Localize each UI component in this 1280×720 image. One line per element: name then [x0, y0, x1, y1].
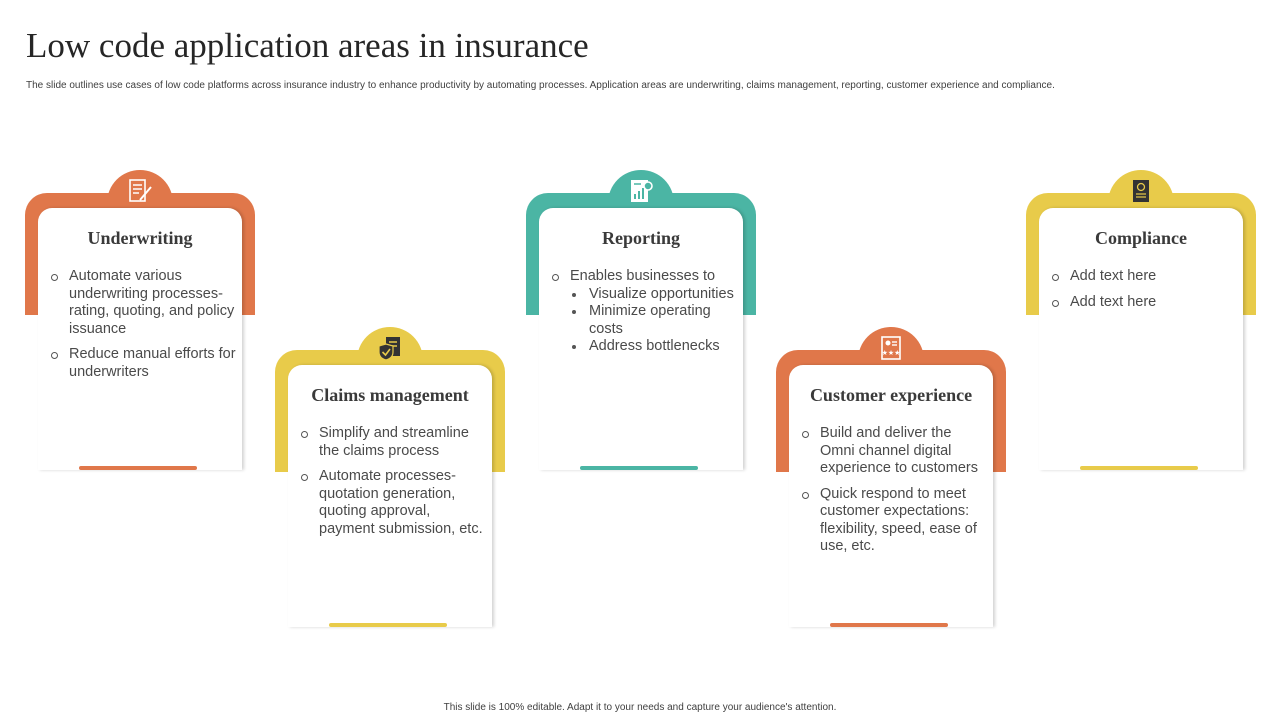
- sub-list-item: Address bottlenecks: [570, 338, 737, 356]
- list-item: [551, 268, 737, 356]
- sub-bullet-list: [570, 286, 737, 356]
- report-chart-icon: [625, 175, 657, 207]
- list-item: Add text here: [1051, 268, 1237, 286]
- card-title: Claims management: [311, 385, 469, 405]
- sub-list-item: Minimize operating costs: [570, 303, 737, 338]
- card-body: [539, 208, 743, 470]
- card-underwriting: [25, 170, 255, 470]
- card-accent-bar: [79, 466, 197, 470]
- slide-subtitle: The slide outlines use cases of low code platforms across insurance industry to enhance productivity by automating processes. Application areas are underwriting, claims management, reporting, customer experience and compliance.: [26, 80, 1055, 91]
- card-accent-bar: [580, 466, 698, 470]
- card-accent-bar: [1080, 466, 1198, 470]
- card-body: [288, 365, 492, 627]
- list-item: Reduce manual efforts for underwriters: [50, 346, 236, 381]
- list-item: Build and deliver the Omni channel digital experience to customers: [801, 425, 987, 478]
- svg-text:★★★: ★★★: [881, 349, 901, 357]
- card-bullet-list: [300, 425, 486, 546]
- list-item: Automate various underwriting processes-rating, quoting, and policy issuance: [50, 268, 236, 338]
- sub-list-item: Visualize opportunities: [570, 286, 737, 304]
- slide-footer: This slide is 100% editable. Adapt it to your needs and capture your audience's attention.: [443, 702, 837, 713]
- list-item: Automate processes-quotation generation, quoting approval, payment submission, etc.: [300, 468, 486, 538]
- card-bullet-list: [801, 425, 987, 564]
- card-body: [38, 208, 242, 470]
- card-bullet-list: [1051, 268, 1237, 319]
- rating-profile-icon: [875, 332, 907, 364]
- card-icon-tab: [858, 327, 924, 367]
- card-compliance: [1026, 170, 1256, 470]
- card-icon-tab: [107, 170, 173, 210]
- card-body: [1039, 208, 1243, 470]
- card-title: Underwriting: [87, 228, 193, 248]
- slide-title: Low code application areas in insurance: [26, 26, 589, 65]
- list-item: Quick respond to meet customer expectations: flexibility, speed, ease of use, etc.: [801, 486, 987, 556]
- card-icon-tab: [357, 327, 423, 367]
- shield-document-icon: [374, 332, 406, 364]
- document-checklist-icon: [124, 175, 156, 207]
- card-reporting: [526, 170, 756, 470]
- card-body: [789, 365, 993, 627]
- certificate-icon: [1125, 175, 1157, 207]
- card-icon-tab: [1108, 170, 1174, 210]
- card-bullet-list: [551, 268, 737, 364]
- card-title: Customer experience: [809, 385, 973, 405]
- card-icon-tab: [608, 170, 674, 210]
- list-item: Simplify and streamline the claims process: [300, 425, 486, 460]
- card-bullet-list: [50, 268, 236, 389]
- list-item-text: Enables businesses to: [570, 268, 716, 284]
- card-claims-management: [275, 327, 505, 627]
- card-customer-experience: [776, 327, 1006, 627]
- card-accent-bar: [830, 623, 948, 627]
- card-title: Reporting: [602, 228, 680, 248]
- card-title: Compliance: [1095, 228, 1187, 248]
- card-accent-bar: [329, 623, 447, 627]
- list-item: Add text here: [1051, 294, 1237, 312]
